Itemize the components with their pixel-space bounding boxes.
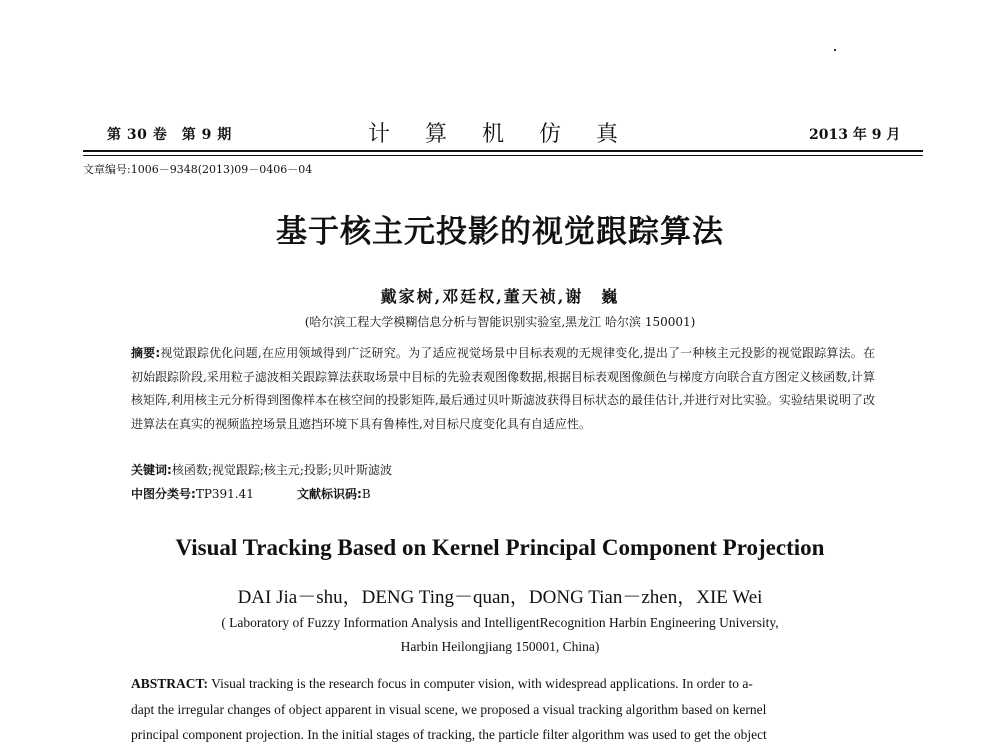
article-number: 文章编号:1006－9348(2013)09－0406－04 — [83, 163, 313, 176]
page-speck — [834, 49, 836, 51]
document-code — [297, 485, 371, 502]
chinese-keywords — [131, 461, 392, 478]
chinese-abstract — [131, 342, 875, 436]
chinese-abstract-text: 视觉跟踪优化问题,在应用领域得到广泛研究。为了适应视觉场景中目标表观的无规律变化,提出了一种核主元投影的视觉跟踪算法。在初始跟踪阶段,采用粒子滤波相关跟踪算法获取场景中目标的先验表观图像数据,根据目标表观图像颜色与梯度方向联合直方图定义核函数,计算核矩阵,利用核主元分析得到图像样本在核空间的投影矩阵,最后通过贝叶斯滤波获得目标状态的最佳估计,并进行对比实验。实验结果说明了改进算法在真实的视频监控场景且遮挡环境下具有鲁棒性,对目标尺度变化具有自适应性。 — [131, 346, 875, 431]
english-authors: DAI Jia－shu，DENG Ting－quan，DONG Tian－zhen，XIE Wei — [237, 587, 763, 608]
english-affiliation-line1: ( Laboratory of Fuzzy Information Analysis and IntelligentRecognition Harbin Engineering University, — [221, 615, 779, 630]
chinese-abstract-label: 摘要: — [131, 346, 161, 360]
doc-code-label: 文献标识码: — [297, 487, 362, 501]
header-journal-name: 计 算 机 仿 真 — [368, 122, 632, 147]
chinese-title: 基于核主元投影的视觉跟踪算法 — [276, 214, 724, 250]
header-volume-issue: 第 30 卷 第 9 期 — [107, 127, 232, 143]
chinese-authors: 戴家树,邓廷权,董天祯,谢 巍 — [380, 287, 620, 306]
chinese-affiliation: (哈尔滨工程大学模糊信息分析与智能识别实验室,黑龙江 哈尔滨 150001) — [304, 315, 696, 329]
english-abstract-line1 — [131, 676, 753, 692]
clc-label: 中图分类号: — [131, 487, 196, 501]
header-rule-thick — [83, 150, 923, 152]
header-date: 2013 年 9 月 — [809, 127, 901, 143]
keywords-text: 核函数;视觉跟踪;核主元;投影;贝叶斯滤波 — [171, 463, 392, 477]
english-abstract-line2: dapt the irregular changes of object apparent in visual scene, we proposed a visual tracking algorithm based on kernel — [131, 702, 767, 717]
doc-code-value: B — [361, 487, 371, 501]
english-abstract-line3: principal component projection. In the initial stages of tracking, the particle filter algorithm was used to get the object — [131, 727, 767, 742]
english-affiliation-line2: Harbin Heilongjiang 150001, China) — [400, 639, 600, 654]
english-abstract-label: ABSTRACT: — [131, 676, 209, 691]
clc-number — [131, 485, 254, 502]
clc-value: TP391.41 — [195, 487, 254, 501]
header-rule-thin — [83, 155, 923, 156]
english-title: Visual Tracking Based on Kernel Principal Component Projection — [175, 535, 825, 560]
english-abstract-text-1: Visual tracking is the research focus in computer vision, with widespread applications. In order to a- — [208, 676, 753, 691]
keywords-label: 关键词: — [131, 463, 172, 477]
